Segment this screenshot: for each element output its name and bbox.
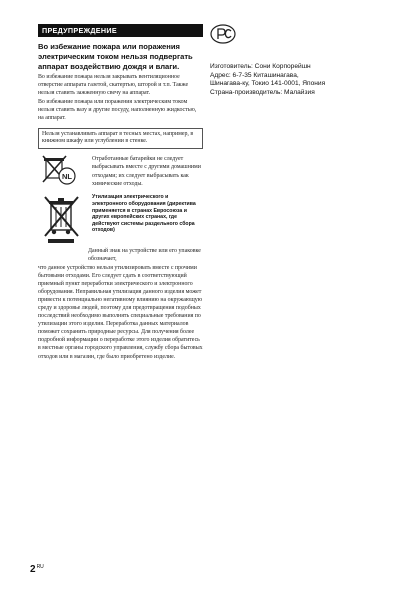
warning-title: ПРЕДУПРЕЖДЕНИЕ [38,24,203,37]
placement-notice-box: Нельзя устанавливать аппарат в тесных местах, например, в книжном шкафу или углублении в стенке. [38,128,203,150]
battery-disposal-text: Отработанные батарейки не следует выбрасывать вместе с другими домашними отходами; их следует выбрасывать как химические отходы. [92,156,201,188]
weee-body: что данное устройство нельзя утилизировать вместе с прочими бытовыми отходами. Его следует сдать в соответствующий приемный пункт переработки электрического и электронного оборудования. Неправильная утилизация данного изделия может привести к потенциально негативному влиянию на окружающую среду и здоровье людей, поэтому для предотвращения подобных последствий необходимо выполнять специальные требования по утилизации этого изделия. Переработка данных материалов поможет сохранить природные ресурсы. Для получения более подробной информации о переработке этого изделия обратитесь в местные органы городского управления, службу сбора бытовых отходов или в магазин, где было приобретено изделие. [38,264,203,360]
manufacturer-line: Изготовитель: Сони Корпорейшн [210,63,311,70]
battery-icon-label: NL [62,172,72,182]
address-line: Адрес: 6-7-35 Киташинагава, [210,71,299,79]
warning-heading: Во избежание пожара или поражения электрическим током нельзя подвергать аппарат воздействию дождя и влаги. [38,42,193,71]
weee-intro: Данный знак на устройстве или его упаковке обозначает, [88,248,201,263]
battery-disposal-icon [42,155,78,187]
pct-certification-icon [210,24,236,44]
left-column [38,24,203,361]
page-language-code: RU [36,564,44,570]
country-line: Страна-производитель: Малайзия [210,88,315,96]
warning-paragraph-liquids: Во избежание пожара или поражения электрическим током нельзя ставить вазу и другие посуду, наполненную жидкостью, на аппарат. [38,99,197,122]
weee-section [38,194,203,246]
page-number [30,564,44,575]
manufacturer-info [210,63,395,97]
battery-section [38,155,203,188]
crossed-bin-icon [42,194,82,246]
page-number-value: 2 [30,564,36,575]
weee-heading: Утилизация электрического и электронного оборудования (директива применяется в странах Евросоюза и других европейских странах, где действуют системы раздельного сбора отходов) [92,194,196,234]
address-city-line: Шинагава-ку, Токио 141-0001, Япония [210,80,326,88]
right-column [210,24,395,97]
warning-paragraph-ventilation: Во избежание пожара нельзя закрывать вентиляционное отверстие аппарата газетой, скатертью, шторой и т.п. Также нельзя ставить зажженную свечу на аппарат. [38,74,189,97]
